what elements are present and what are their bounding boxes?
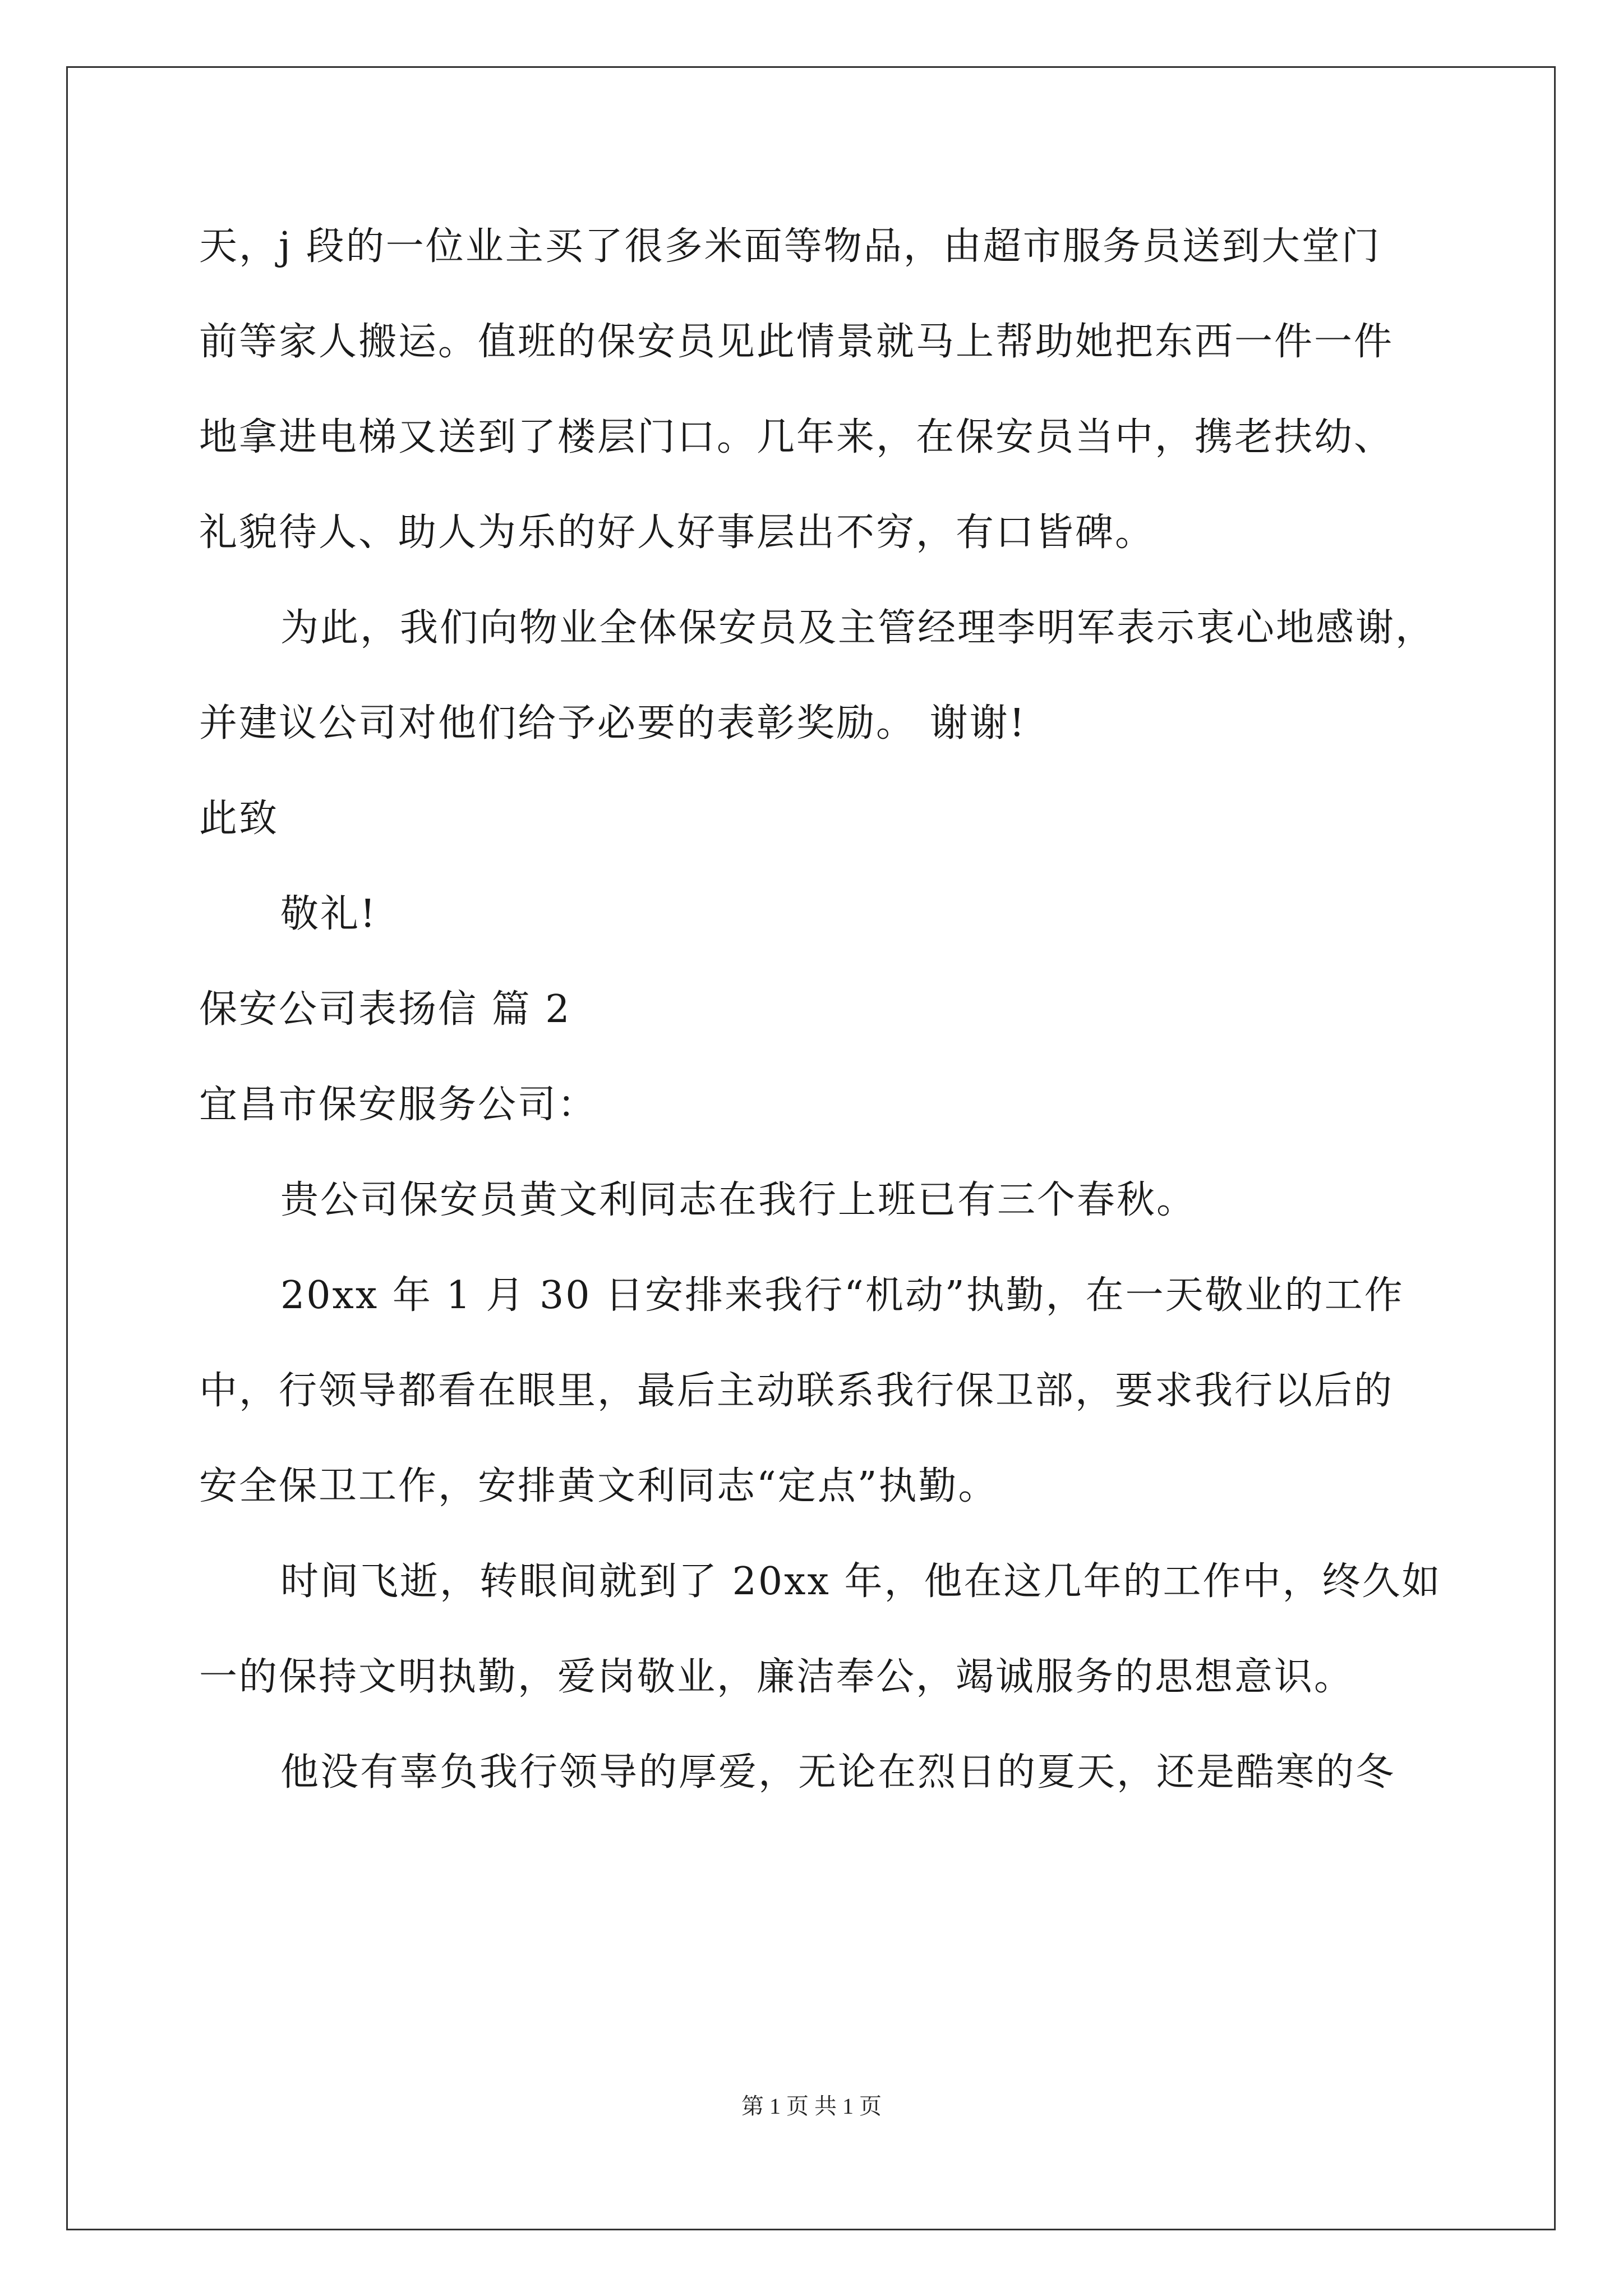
salutation: 宜昌市保安服务公司： (199, 1083, 598, 1127)
text-line: 前等家人搬运。值班的保安员见此情景就马上帮助她把东西一件一件 (199, 320, 1394, 364)
text-line: 贵公司保安员黄文利同志在我行上班已有三个春秋。 (280, 1178, 1197, 1222)
text-line: 为此，我们向物业全体保安员及主管经理李明军表示衷心地感谢， (280, 606, 1436, 650)
text-line: 他没有辜负我行领导的厚爱，无论在烈日的夏天，还是酷寒的冬 (280, 1750, 1396, 1795)
text-line: 一的保持文明执勤，爱岗敬业，廉洁奉公，竭诚服务的思想意识。 (199, 1655, 1354, 1699)
text-line: 安全保卫工作，安排黄文利同志“定点”执勤。 (199, 1464, 998, 1508)
page-footer: 第 1 页 共 1 页 (741, 2093, 882, 2119)
text-line: 礼貌待人、助人为乐的好人好事层出不穷，有口皆碑。 (199, 510, 1155, 555)
text-line: 中，行领导都看在眼里，最后主动联系我行保卫部，要求我行以后的 (199, 1369, 1394, 1413)
closing-text: 此致 (199, 797, 279, 841)
closing-text: 敬礼! (280, 892, 377, 936)
page-border (66, 66, 1556, 2230)
text-line: 地拿进电梯又送到了楼层门口。几年来，在保安员当中，携老扶幼、 (199, 415, 1394, 459)
text-line: 20xx 年 1 月 30 日安排来我行“机动”执勤，在一天敬业的工作 (280, 1273, 1404, 1318)
text-line: 时间飞逝，转眼间就到了 20xx 年，他在这几年的工作中，终久如 (280, 1559, 1442, 1604)
section-title: 保安公司表扬信 篇 2 (199, 987, 571, 1032)
text-line: 并建议公司对他们给予必要的表彰奖励。 谢谢! (199, 701, 1026, 746)
text-line: 天，j 段的一位业主买了很多米面等物品，由超市服务员送到大堂门 (199, 224, 1381, 269)
